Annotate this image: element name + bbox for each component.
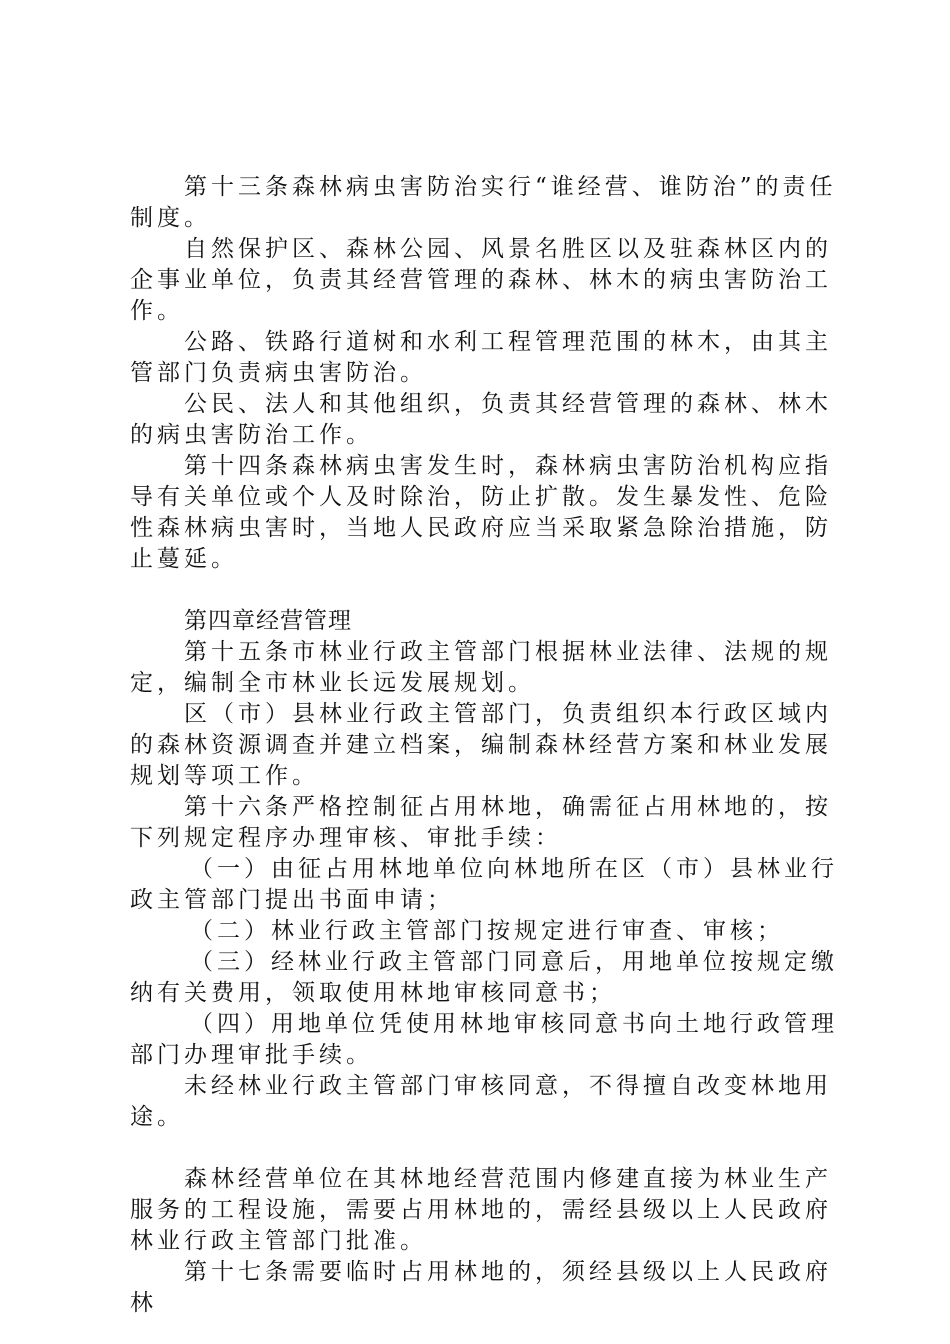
- article-15-paragraph: 第十五条市林业行政主管部门根据林业法律、法规的规定，编制全市林业长远发展规划。: [130, 639, 832, 696]
- paragraph-nature-reserves: 自然保护区、森林公园、风景名胜区以及驻森林区内的企事业单位，负责其经营管理的森林、林木的病虫害防治工作。: [130, 236, 832, 324]
- paragraph-citizens: 公民、法人和其他组织，负责其经营管理的森林、林木的病虫害防治工作。: [130, 391, 832, 448]
- paragraph-forest-facilities: 森林经营单位在其林地经营范围内修建直接为林业生产服务的工程设施，需要占用林地的，需经县级以上人民政府林业行政主管部门批准。: [130, 1166, 832, 1254]
- chapter-4-heading: 第四章经营管理: [184, 608, 352, 634]
- paragraph-district-forestry: 区（市）县林业行政主管部门，负责组织本行政区域内的森林资源调查并建立档案，编制森林经营方案和林业发展规划等项工作。: [130, 701, 832, 789]
- list-item-2: （二）林业行政主管部门按规定进行审查、审核；: [190, 918, 784, 944]
- list-item-3: （三）经林业行政主管部门同意后，用地单位按规定缴纳有关费用，领取使用林地审核同意书；: [130, 949, 838, 1006]
- document-body: [130, 172, 850, 1319]
- list-item-4: （四）用地单位凭使用林地审核同意书向土地行政管理部门办理审批手续。: [130, 1011, 838, 1068]
- article-17-paragraph: 第十七条需要临时占用林地的，须经县级以上人民政府林: [130, 1259, 832, 1316]
- article-13-paragraph: 第十三条森林病虫害防治实行“谁经营、谁防治”的责任制度。: [130, 174, 837, 231]
- list-item-1: （一）由征占用林地单位向林地所在区（市）县林业行政主管部门提出书面申请；: [130, 856, 838, 913]
- paragraph-roads-railways: 公路、铁路行道树和水利工程管理范围的林木，由其主管部门负责病虫害防治。: [130, 329, 832, 386]
- paragraph-no-change-land-use: 未经林业行政主管部门审核同意，不得擅自改变林地用途。: [130, 1073, 832, 1130]
- article-16-paragraph: 第十六条严格控制征占用林地，确需征占用林地的，按下列规定程序办理审核、审批手续：: [130, 794, 832, 851]
- article-14-paragraph: 第十四条森林病虫害发生时，森林病虫害防治机构应指导有关单位或个人及时除治，防止扩散。发生暴发性、危险性森林病虫害时，当地人民政府应当采取紧急除治措施，防止蔓延。: [130, 453, 832, 572]
